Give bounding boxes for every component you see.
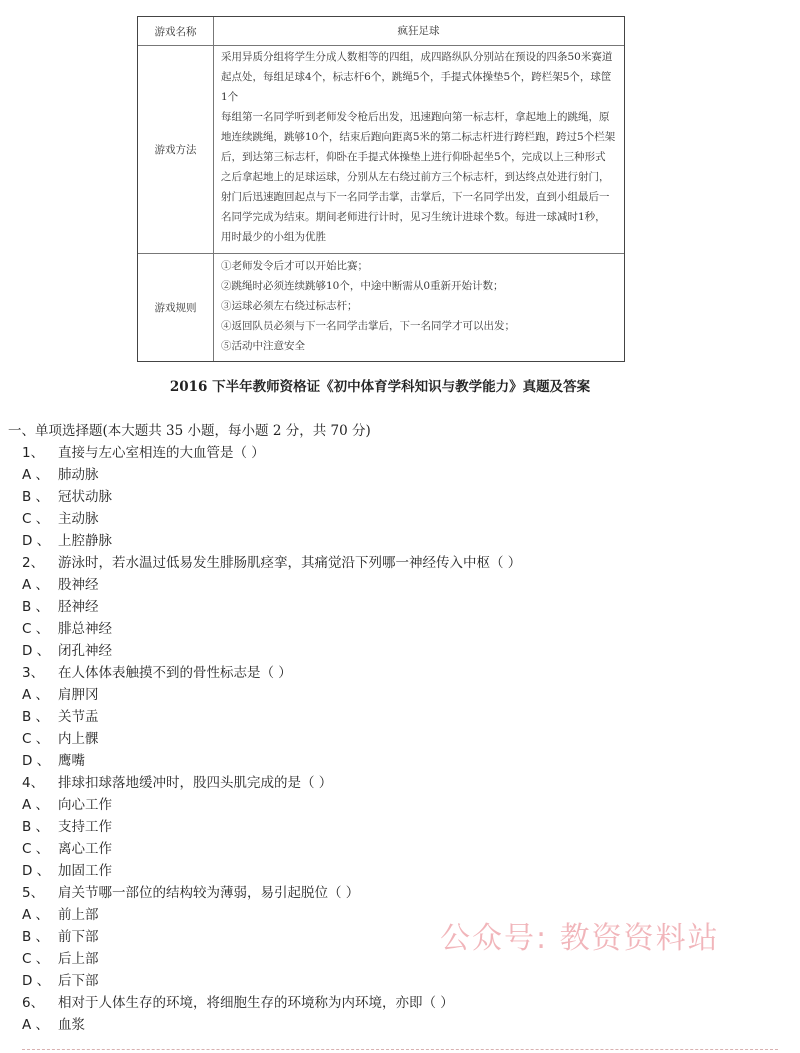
option-text: 鹰嘴 <box>58 753 85 769</box>
rule-item: ②跳绳时必须连续跳够10个，中途中断需从0重新开始计数； <box>221 280 504 292</box>
option-letter: C 、 <box>22 511 50 527</box>
option-text: 支持工作 <box>58 819 112 835</box>
option-text: 股神经 <box>58 577 99 593</box>
option-text: 胫神经 <box>58 599 99 615</box>
question <box>22 992 454 1014</box>
section-header: 一、单项选择题(本大题共 35 小题，每小题 2 分，共 70 分) <box>8 423 371 439</box>
table-row-name <box>138 17 624 46</box>
option-text: 前上部 <box>58 907 99 923</box>
option-text: 肺动脉 <box>58 467 99 483</box>
option-letter: D 、 <box>22 533 51 549</box>
option-text: 向心工作 <box>58 797 112 813</box>
rules-label: 游戏规则 <box>138 253 214 361</box>
option-text: 主动脉 <box>58 511 99 527</box>
question-text: 肩关节哪一部位的结构较为薄弱，易引起脱位（ ） <box>58 885 360 901</box>
option-letter: D 、 <box>22 753 51 769</box>
question-number: 2、 <box>22 555 45 571</box>
answer-option <box>22 464 99 486</box>
option-text: 后上部 <box>58 951 99 967</box>
option-text: 前下部 <box>58 929 99 945</box>
option-text: 关节盂 <box>58 709 99 725</box>
option-letter: B 、 <box>22 709 50 725</box>
option-letter: D 、 <box>22 643 51 659</box>
option-text: 冠状动脉 <box>58 489 112 505</box>
option-letter: B 、 <box>22 819 50 835</box>
rule-item: ⑤活动中注意安全 <box>221 340 305 352</box>
method-text-2: 每组第一名同学听到老师发令枪后出发，迅速跑向第一标志杆，拿起地上的跳绳，原地连续跳绳，跳够10个，结束后跑向距离5米的第二标志杆进行跨栏跑，跨过5个栏架后，到达第三标志杆，仰卧在手提式体操垫上进行仰卧起坐5个，完成以上三种形式之后拿起地上的足球运球，分别从左右绕过前方三个标志杆，到达终点处进行射门，射门后迅速跑回起点与下一名同学击掌，击掌后，下一名同学出发，直到小组最后一名同学完成为结束。期间老师进行计时，见习生统计进球个数。每进一球减时1秒，用时最少的小组为优胜 <box>221 111 616 243</box>
rule-item: ①老师发令后才可以开始比赛； <box>221 260 368 272</box>
question-text: 在人体体表触摸不到的骨性标志是（ ） <box>58 665 292 681</box>
answer-option <box>22 970 99 992</box>
option-letter: A 、 <box>22 907 50 923</box>
answer-option <box>22 948 99 970</box>
answer-option <box>22 530 112 552</box>
answer-option <box>22 574 99 596</box>
question <box>22 442 265 464</box>
question-text: 相对于人体生存的环境，将细胞生存的环境称为内环境，亦即（ ） <box>58 995 454 1011</box>
question-text: 排球扣球落地缓冲时，股四头肌完成的是（ ） <box>58 775 333 791</box>
watermark: 公众号: 教资资料站 <box>440 921 720 956</box>
name-label: 游戏名称 <box>138 17 214 45</box>
answer-option <box>22 904 99 926</box>
answer-option <box>22 926 99 948</box>
answer-option <box>22 596 99 618</box>
option-text: 肩胛冈 <box>58 687 99 703</box>
option-letter: C 、 <box>22 951 50 967</box>
option-text: 腓总神经 <box>58 621 112 637</box>
answer-option <box>22 1014 85 1036</box>
option-letter: A 、 <box>22 1017 50 1033</box>
question-number: 5、 <box>22 885 45 901</box>
answer-option <box>22 728 99 750</box>
page-divider <box>22 1049 778 1050</box>
question-number: 3、 <box>22 665 45 681</box>
question-text: 游泳时，若水温过低易发生腓肠肌痉挛，其痛觉沿下列哪一神经传入中枢（ ） <box>58 555 522 571</box>
option-text: 加固工作 <box>58 863 112 879</box>
question-number: 6、 <box>22 995 45 1011</box>
option-letter: B 、 <box>22 929 50 945</box>
option-text: 内上髁 <box>58 731 99 747</box>
rules-cell <box>213 253 624 361</box>
answer-option <box>22 706 99 728</box>
answer-option <box>22 816 112 838</box>
question-text: 直接与左心室相连的大血管是（ ） <box>58 445 265 461</box>
option-letter: C 、 <box>22 841 50 857</box>
question <box>22 882 359 904</box>
answer-option <box>22 684 99 706</box>
answer-option <box>22 640 112 662</box>
answer-option <box>22 508 99 530</box>
question <box>22 662 292 684</box>
document-title: 2016 下半年教师资格证《初中体育学科知识与教学能力》真题及答案 <box>169 379 591 395</box>
option-text: 血浆 <box>58 1017 85 1033</box>
option-text: 上腔静脉 <box>58 533 112 549</box>
answer-option <box>22 618 112 640</box>
question <box>22 772 332 794</box>
option-letter: A 、 <box>22 467 50 483</box>
answer-option <box>22 860 112 882</box>
option-letter: D 、 <box>22 973 51 989</box>
answer-option <box>22 838 112 860</box>
question-number: 1、 <box>22 445 45 461</box>
option-text: 闭孔神经 <box>58 643 112 659</box>
option-letter: B 、 <box>22 489 50 505</box>
game-table <box>137 16 625 362</box>
method-cell <box>213 45 624 253</box>
question-number: 4、 <box>22 775 45 791</box>
answer-option <box>22 750 85 772</box>
option-text: 离心工作 <box>58 841 112 857</box>
option-letter: C 、 <box>22 731 50 747</box>
option-letter: B 、 <box>22 599 50 615</box>
rule-item: ③运球必须左右绕过标志杆； <box>221 300 358 312</box>
question <box>22 552 521 574</box>
rule-item: ④返回队员必须与下一名同学击掌后，下一名同学才可以出发； <box>221 320 515 332</box>
table-row-method <box>138 45 624 254</box>
answer-option <box>22 486 112 508</box>
option-text: 后下部 <box>58 973 99 989</box>
option-letter: C 、 <box>22 621 50 637</box>
answer-option <box>22 794 112 816</box>
method-text: 采用异质分组将学生分成人数相等的四组，成四路纵队分别站在预设的四条50米赛道起点处，每组足球4个，标志杆6个，跳绳5个，手提式体操垫5个，跨栏架5个，球筐1个 <box>221 51 613 103</box>
table-row-rules <box>138 253 624 361</box>
option-letter: D 、 <box>22 863 51 879</box>
option-letter: A 、 <box>22 687 50 703</box>
option-letter: A 、 <box>22 577 50 593</box>
option-letter: A 、 <box>22 797 50 813</box>
name-value: 疯狂足球 <box>397 25 440 37</box>
method-label: 游戏方法 <box>138 45 214 253</box>
